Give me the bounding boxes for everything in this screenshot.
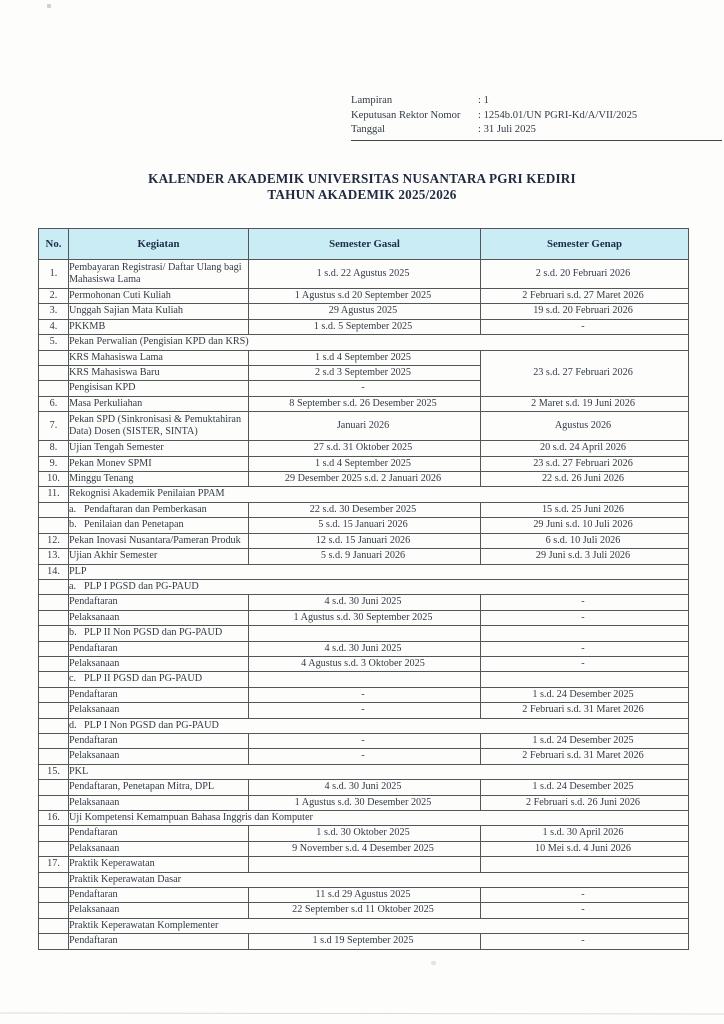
cell-kegiatan (69, 672, 249, 687)
cell-semester-gasal: 22 s.d. 30 Desember 2025 (249, 502, 481, 517)
cell-no (39, 841, 69, 856)
table-row (39, 749, 689, 764)
item-label: Pelaksanaan (69, 796, 120, 808)
cell-kegiatan (69, 687, 249, 702)
cell-no (39, 903, 69, 918)
cell-kegiatan (69, 610, 249, 625)
cell-no: 6. (39, 396, 69, 411)
cell-semester-genap: - (481, 888, 689, 903)
cell-semester-genap: 10 Mei s.d. 4 Juni 2026 (481, 841, 689, 856)
cell-no (39, 595, 69, 610)
cell-no: 4. (39, 319, 69, 334)
lampiran-label: Lampiran (351, 95, 393, 106)
table-row (39, 703, 689, 718)
cell-semester-genap (481, 672, 689, 687)
cell-kegiatan (69, 412, 249, 441)
cell-no (39, 733, 69, 748)
table-row (39, 626, 689, 641)
item-label: PLP I PGSD dan PG-PAUD (84, 580, 199, 592)
cell-semester-gasal: 27 s.d. 31 Oktober 2025 (249, 441, 481, 456)
table-row (39, 396, 689, 411)
cell-kegiatan (69, 350, 249, 365)
cell-no: 13. (39, 549, 69, 564)
cell-semester-gasal: 4 Agustus s.d. 3 Oktober 2025 (249, 656, 481, 671)
cell-kegiatan (69, 579, 689, 594)
cell-semester-genap: 1 s.d. 24 Desember 2025 (481, 780, 689, 795)
cell-semester-genap: 23 s.d. 27 Februari 2026 (481, 456, 689, 471)
cell-semester-genap: 29 Juni s.d. 3 Juli 2026 (481, 549, 689, 564)
table-row (39, 289, 689, 304)
cell-no: 5. (39, 335, 69, 350)
item-label: Pendaftaran (69, 889, 118, 901)
cell-no (39, 502, 69, 517)
cell-no: 9. (39, 456, 69, 471)
cell-semester-genap: 1 s.d. 24 Desember 2025 (481, 687, 689, 702)
item-label: Pendaftaran (69, 596, 118, 608)
item-letter: b. (69, 519, 77, 531)
item-label: Masa Perkuliahan (69, 397, 143, 409)
cell-semester-gasal: 8 September s.d. 26 Desember 2025 (249, 396, 481, 411)
cell-kegiatan (69, 549, 249, 564)
cell-no (39, 703, 69, 718)
header-row (39, 229, 689, 260)
item-label: Pendaftaran, Penetapan Mitra, DPL (69, 781, 215, 793)
table-row (39, 579, 689, 594)
cell-kegiatan (69, 641, 249, 656)
item-label: Pelaksanaan (69, 657, 120, 669)
cell-no (39, 641, 69, 656)
item-label: KRS Mahasiswa Lama (69, 351, 163, 363)
cell-kegiatan (69, 733, 249, 748)
table-row (39, 412, 689, 441)
cell-semester-genap: 15 s.d. 25 Juni 2026 (481, 502, 689, 517)
cell-no: 17. (39, 857, 69, 872)
item-label: PLP I Non PGSD dan PG-PAUD (84, 719, 219, 731)
cell-semester-gasal: 1 s.d. 30 Oktober 2025 (249, 826, 481, 841)
item-label: PLP (69, 565, 87, 577)
cell-semester-genap: 2 Maret s.d. 19 Juni 2026 (481, 396, 689, 411)
item-label: Pelaksanaan (69, 904, 120, 916)
cell-kegiatan (69, 703, 249, 718)
item-label: Pelaksanaan (69, 842, 120, 854)
cell-no (39, 795, 69, 810)
cell-no: 12. (39, 533, 69, 548)
cell-no (39, 872, 69, 887)
cell-no (39, 579, 69, 594)
cell-semester-gasal: 9 November s.d. 4 Desember 2025 (249, 841, 481, 856)
page-title (5, 171, 719, 202)
cell-semester-genap: - (481, 319, 689, 334)
cell-kegiatan (69, 826, 249, 841)
table-row (39, 304, 689, 319)
cell-kegiatan (69, 888, 249, 903)
cell-semester-gasal: Januari 2026 (249, 412, 481, 441)
cell-semester-gasal: 29 Agustus 2025 (249, 304, 481, 319)
letterhead-row-tanggal (351, 123, 722, 138)
table-row (39, 487, 689, 502)
cell-semester-genap: 29 Juni s.d. 10 Juli 2026 (481, 518, 689, 533)
table-row (39, 841, 689, 856)
cell-kegiatan (69, 502, 249, 517)
cell-kegiatan (69, 533, 249, 548)
scan-edge-line (0, 1012, 724, 1014)
table-row (39, 595, 689, 610)
cell-no: 3. (39, 304, 69, 319)
table-row (39, 733, 689, 748)
cell-semester-gasal: 1 s.d 19 September 2025 (249, 934, 481, 949)
item-label: Pembayaran Registrasi/ Daftar Ulang bagi Mahasiswa Lama (69, 261, 242, 285)
lampiran-value: : 1 (478, 95, 489, 106)
cell-semester-gasal: 1 s.d 4 September 2025 (249, 350, 481, 365)
table-row (39, 903, 689, 918)
letterhead (351, 94, 722, 141)
cell-semester-genap: - (481, 934, 689, 949)
cell-semester-gasal: - (249, 733, 481, 748)
item-label: PKL (69, 765, 89, 777)
cell-semester-genap (481, 857, 689, 872)
cell-kegiatan (69, 857, 249, 872)
table-row (39, 319, 689, 334)
cell-kegiatan (69, 626, 249, 641)
item-label: PKKMB (69, 320, 106, 332)
letterhead-row-lampiran (351, 94, 722, 109)
calendar-table-body (39, 260, 689, 950)
nomor-value: : 1254b.01/UN PGRI-Kd/A/VII/2025 (478, 109, 638, 121)
cell-semester-gasal (249, 672, 481, 687)
cell-semester-genap: - (481, 903, 689, 918)
cell-kegiatan (69, 472, 249, 487)
cell-no (39, 749, 69, 764)
cell-kegiatan (69, 595, 249, 610)
table-row (39, 934, 689, 949)
item-letter: d. (69, 719, 77, 731)
column-header-semester-gasal: Semester Gasal (249, 229, 481, 260)
cell-kegiatan (69, 656, 249, 671)
cell-kegiatan (69, 764, 689, 779)
item-label: Pelaksanaan (69, 750, 120, 762)
table-row (39, 350, 689, 365)
cell-semester-gasal (249, 626, 481, 641)
cell-kegiatan (69, 841, 249, 856)
cell-semester-genap: 2 Februari s.d. 31 Maret 2026 (481, 703, 689, 718)
cell-no: 8. (39, 441, 69, 456)
cell-semester-gasal: - (249, 381, 481, 396)
cell-semester-gasal: 2 s.d 3 September 2025 (249, 366, 481, 381)
cell-semester-gasal: 4 s.d. 30 Juni 2025 (249, 595, 481, 610)
nomor-label: Keputusan Rektor Nomor (351, 109, 461, 121)
item-label: Ujian Tengah Semester (69, 442, 164, 454)
column-header-semester-genap: Semester Genap (481, 229, 689, 260)
item-label: Praktik Keperawatan Komplementer (69, 919, 219, 931)
cell-kegiatan (69, 366, 249, 381)
cell-no: 14. (39, 564, 69, 579)
cell-kegiatan (69, 872, 689, 887)
cell-no (39, 826, 69, 841)
cell-semester-gasal: 5 s.d. 15 Januari 2026 (249, 518, 481, 533)
cell-kegiatan (69, 780, 249, 795)
cell-semester-gasal: 4 s.d. 30 Juni 2025 (249, 641, 481, 656)
item-label: Pendaftaran dan Pemberkasan (84, 503, 207, 515)
cell-semester-gasal: 22 September s.d 11 Oktober 2025 (249, 903, 481, 918)
cell-kegiatan (69, 319, 249, 334)
item-label: Unggah Sajian Mata Kuliah (69, 305, 184, 317)
item-label: Pendaftaran (69, 935, 118, 947)
cell-semester-gasal: - (249, 749, 481, 764)
cell-no (39, 656, 69, 671)
cell-kegiatan (69, 518, 249, 533)
page-title-line1: KALENDER AKADEMIK UNIVERSITAS NUSANTARA PGRI KEDIRI (148, 171, 576, 186)
table-row (39, 472, 689, 487)
cell-kegiatan (69, 335, 689, 350)
cell-no (39, 518, 69, 533)
cell-kegiatan (69, 811, 689, 826)
table-row (39, 780, 689, 795)
table-row (39, 441, 689, 456)
cell-semester-gasal: 12 s.d. 15 Januari 2026 (249, 533, 481, 548)
table-row (39, 533, 689, 548)
table-row (39, 687, 689, 702)
table-row (39, 456, 689, 471)
cell-semester-gasal: - (249, 687, 481, 702)
table-header (39, 229, 689, 260)
cell-no (39, 934, 69, 949)
cell-semester-genap: - (481, 656, 689, 671)
item-label: Pendaftaran (69, 642, 118, 654)
table-row (39, 641, 689, 656)
table-row (39, 260, 689, 289)
cell-semester-genap: - (481, 610, 689, 625)
cell-kegiatan (69, 396, 249, 411)
table-row (39, 656, 689, 671)
table-row (39, 610, 689, 625)
cell-semester-genap: 6 s.d. 10 Juli 2026 (481, 533, 689, 548)
table-row (39, 518, 689, 533)
cell-no (39, 626, 69, 641)
cell-semester-gasal: 1 s.d 4 September 2025 (249, 456, 481, 471)
cell-no (39, 888, 69, 903)
cell-semester-gasal: 1 Agustus s.d. 30 Desember 2025 (249, 795, 481, 810)
column-header-kegiatan: Kegiatan (69, 229, 249, 260)
cell-kegiatan (69, 795, 249, 810)
cell-no (39, 687, 69, 702)
table-row (39, 826, 689, 841)
item-letter: a. (69, 503, 77, 515)
item-letter: a. (69, 580, 77, 592)
cell-no: 11. (39, 487, 69, 502)
cell-no (39, 780, 69, 795)
table-row (39, 502, 689, 517)
cell-semester-genap (481, 626, 689, 641)
table-row (39, 564, 689, 579)
cell-semester-genap: 2 Februari s.d. 26 Juni 2026 (481, 795, 689, 810)
table-row (39, 549, 689, 564)
item-label: Permohonan Cuti Kuliah (69, 290, 171, 301)
cell-semester-genap: Agustus 2026 (481, 412, 689, 441)
table-row (39, 872, 689, 887)
item-label: Ujian Akhir Semester (69, 550, 158, 562)
page-title-line2: TAHUN AKADEMIK 2025/2026 (267, 186, 457, 202)
cell-semester-genap: 1 s.d. 24 Desember 2025 (481, 733, 689, 748)
cell-semester-gasal: 4 s.d. 30 Juni 2025 (249, 780, 481, 795)
cell-semester-genap: 20 s.d. 24 April 2026 (481, 441, 689, 456)
cell-no: 16. (39, 811, 69, 826)
cell-semester-gasal: 1 Agustus s.d 20 September 2025 (249, 289, 481, 304)
cell-no (39, 672, 69, 687)
cell-semester-genap: - (481, 595, 689, 610)
cell-no: 7. (39, 412, 69, 441)
item-label: Pelaksanaan (69, 704, 120, 716)
cell-semester-genap: - (481, 641, 689, 656)
cell-semester-gasal: 1 s.d. 5 September 2025 (249, 319, 481, 334)
item-label: PLP II PGSD dan PG-PAUD (84, 673, 203, 685)
cell-no (39, 610, 69, 625)
item-label: Pelaksanaan (69, 611, 120, 623)
cell-no (39, 918, 69, 933)
item-label: Uji Kompetensi Kemampuan Bahasa Inggris dan Komputer (69, 812, 313, 823)
item-label: Praktik Keperawatan (69, 858, 155, 870)
item-label: Pendaftaran (69, 688, 118, 700)
cell-no: 2. (39, 289, 69, 304)
item-label: Pekan Inovasi Nusantara/Pameran Produk (69, 534, 241, 546)
cell-kegiatan (69, 441, 249, 456)
cell-no (39, 381, 69, 396)
cell-kegiatan (69, 564, 689, 579)
cell-semester-gasal: 5 s.d. 9 Januari 2026 (249, 549, 481, 564)
item-label: Minggu Tenang (69, 473, 134, 485)
cell-semester-genap: 23 s.d. 27 Februari 2026 (481, 350, 689, 396)
cell-kegiatan (69, 289, 249, 304)
item-label: Penilaian dan Penetapan (84, 519, 184, 531)
item-label: Pekan Perwalian (Pengisian KPD dan KRS) (69, 336, 249, 348)
item-label: PLP II Non PGSD dan PG-PAUD (84, 627, 223, 639)
cell-kegiatan (69, 918, 689, 933)
cell-semester-genap: 2 Februari s.d. 27 Maret 2026 (481, 289, 689, 304)
cell-kegiatan (69, 749, 249, 764)
item-label: Pengisisan KPD (69, 382, 136, 394)
cell-no: 1. (39, 260, 69, 289)
table-row (39, 718, 689, 733)
item-label: Pendaftaran (69, 734, 118, 746)
cell-kegiatan (69, 381, 249, 396)
cell-kegiatan (69, 456, 249, 471)
cell-no: 15. (39, 764, 69, 779)
table-row (39, 764, 689, 779)
table-row (39, 811, 689, 826)
table-row (39, 857, 689, 872)
item-letter: b. (69, 627, 77, 639)
item-label: Pekan SPD (Sinkronisasi & Pemuktahiran Data) Dosen (SISTER, SINTA) (69, 413, 242, 438)
tanggal-label: Tanggal (351, 124, 385, 136)
cell-semester-genap: 19 s.d. 20 Februari 2026 (481, 304, 689, 319)
cell-kegiatan (69, 487, 689, 502)
cell-semester-gasal: 11 s.d 29 Agustus 2025 (249, 888, 481, 903)
tanggal-value: : 31 Juli 2025 (478, 124, 536, 136)
cell-semester-gasal (249, 857, 481, 872)
item-label: Praktik Keperawatan Dasar (69, 873, 182, 885)
item-label: KRS Mahasiswa Baru (69, 367, 160, 379)
item-label: Pekan Monev SPMI (69, 457, 152, 469)
cell-kegiatan (69, 718, 689, 733)
cell-no: 10. (39, 472, 69, 487)
scan-speck (431, 961, 436, 965)
item-label: Rekognisi Akademik Penilaian PPAM (69, 488, 225, 500)
scan-speck (47, 4, 51, 8)
cell-semester-gasal: 1 Agustus s.d. 30 September 2025 (249, 610, 481, 625)
item-letter: c. (69, 673, 77, 685)
column-header-no: No. (39, 229, 69, 260)
cell-kegiatan (69, 903, 249, 918)
table-row (39, 888, 689, 903)
cell-kegiatan (69, 260, 249, 289)
cell-semester-genap: 2 Februari s.d. 31 Maret 2026 (481, 749, 689, 764)
item-label: Pendaftaran (69, 827, 118, 839)
academic-calendar-table (38, 228, 689, 950)
letterhead-row-nomor (351, 109, 722, 124)
cell-no (39, 366, 69, 381)
table-row (39, 918, 689, 933)
table-row (39, 672, 689, 687)
table-row (39, 335, 689, 350)
cell-semester-genap: 1 s.d. 30 April 2026 (481, 826, 689, 841)
cell-semester-gasal: 29 Desember 2025 s.d. 2 Januari 2026 (249, 472, 481, 487)
cell-semester-genap: 22 s.d. 26 Juni 2026 (481, 472, 689, 487)
cell-kegiatan (69, 304, 249, 319)
cell-kegiatan (69, 934, 249, 949)
cell-semester-gasal: - (249, 703, 481, 718)
table-row (39, 795, 689, 810)
cell-no (39, 718, 69, 733)
cell-semester-gasal: 1 s.d. 22 Agustus 2025 (249, 260, 481, 289)
cell-no (39, 350, 69, 365)
cell-semester-genap: 2 s.d. 20 Februari 2026 (481, 260, 689, 289)
